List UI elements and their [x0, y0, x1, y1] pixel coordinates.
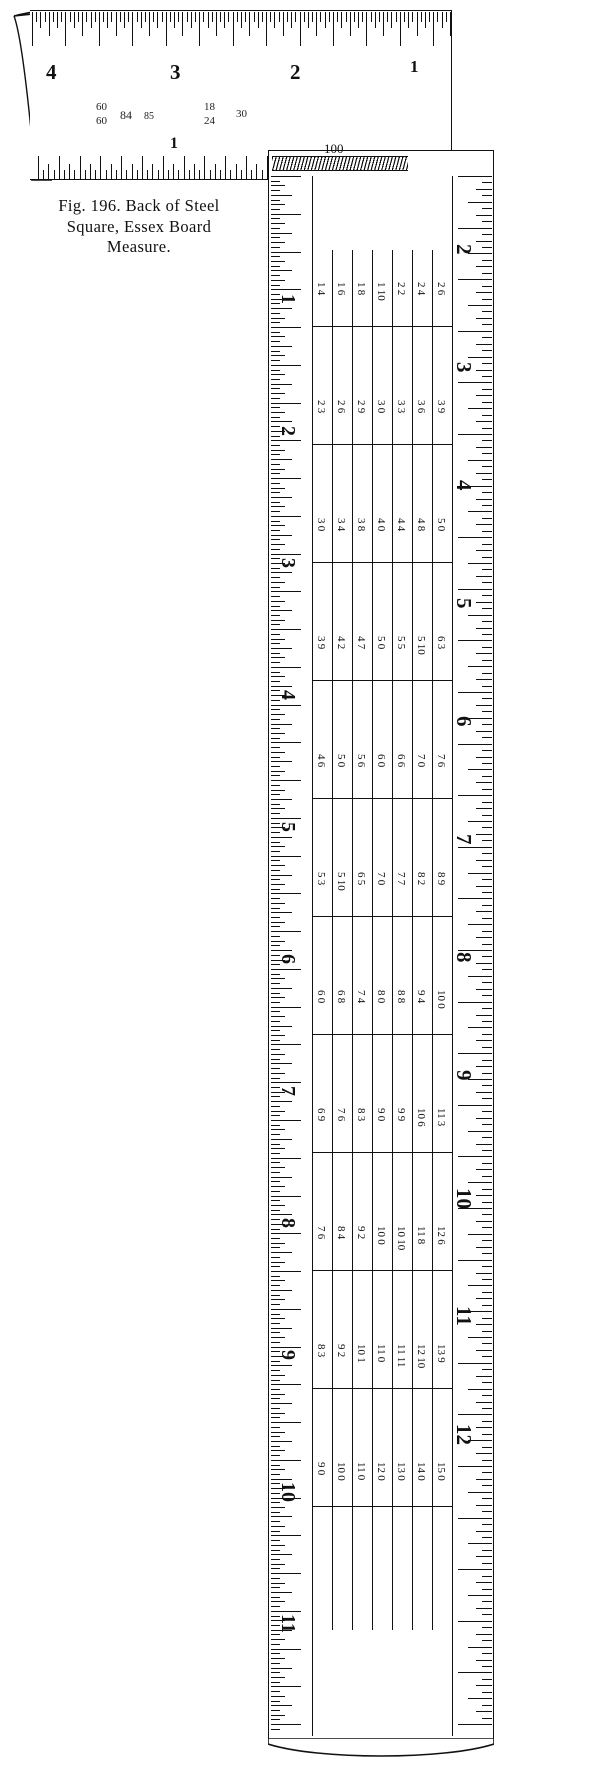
- graduation-tick: [64, 170, 65, 180]
- essex-value-cell: 12 6: [435, 1226, 447, 1245]
- essex-value-cell: 3 8: [355, 518, 367, 532]
- essex-value-cell: 15 0: [435, 1462, 447, 1481]
- blade-left-scale-number: 6: [277, 954, 299, 964]
- essex-value-cell: 2 6: [335, 400, 347, 414]
- essex-value-cell: 8 0: [375, 990, 387, 1004]
- essex-value-cell: 4 6: [315, 754, 327, 768]
- essex-value-cell: 12 10: [415, 1344, 427, 1369]
- graduation-tick: [178, 170, 179, 180]
- blade-left-scale-number: 10: [277, 1482, 299, 1502]
- graduation-tick: [74, 170, 75, 180]
- blade-right-scale-number: 12: [452, 1424, 476, 1445]
- graduation-tick: [59, 156, 60, 180]
- graduation-tick: [168, 170, 169, 180]
- essex-value-cell: 7 0: [375, 872, 387, 886]
- essex-value-cell: 11 0: [375, 1344, 387, 1363]
- blade-left-scale-number: 8: [277, 1218, 299, 1228]
- tongue-bm-60-bottom: 60: [96, 115, 107, 127]
- essex-value-cell: 11 3: [435, 1108, 447, 1127]
- essex-value-cell: 7 6: [315, 1226, 327, 1240]
- essex-value-cell: 6 9: [315, 1108, 327, 1122]
- graduation-tick: [158, 170, 159, 180]
- graduation-tick: [85, 170, 86, 180]
- blade-left-scale-number: 7: [277, 1086, 299, 1096]
- tongue-inch-1: 1: [410, 57, 419, 76]
- graduation-tick: [230, 170, 231, 180]
- essex-value-cell: 5 3: [315, 872, 327, 886]
- essex-value-cell: 7 0: [415, 754, 427, 768]
- essex-value-cell: 7 6: [435, 754, 447, 768]
- essex-value-cell: 2 6: [435, 282, 447, 296]
- tongue-bm-60-top: 60: [96, 101, 107, 113]
- graduation-tick: [199, 170, 200, 180]
- graduation-tick: [215, 164, 216, 180]
- essex-value-cell: 12 0: [375, 1462, 387, 1481]
- essex-value-cell: 4 2: [335, 636, 347, 650]
- essex-value-cell: 6 5: [355, 872, 367, 886]
- tongue-inch-2: 2: [290, 60, 301, 84]
- blade-left-scale-number: 4: [277, 690, 299, 700]
- essex-value-cell: 1 4: [315, 282, 327, 296]
- blade-left-scale-number: 9: [277, 1350, 299, 1360]
- graduation-tick: [152, 164, 153, 180]
- graduation-tick: [137, 170, 138, 180]
- graduation-tick: [116, 170, 117, 180]
- essex-value-cell: 8 3: [315, 1344, 327, 1358]
- graduation-tick: [225, 156, 226, 180]
- tongue-bm-84: 84: [120, 108, 132, 122]
- caption-line-3: Measure.: [106, 237, 172, 257]
- essex-value-cell: 2 3: [315, 400, 327, 414]
- essex-value-cell: 8 3: [355, 1108, 367, 1122]
- essex-value-cell: 5 0: [435, 518, 447, 532]
- blade-right-scale-number: 4: [452, 480, 476, 491]
- tongue-inch-3: 3: [170, 60, 181, 84]
- essex-value-cell: 1 10: [375, 282, 387, 301]
- graduation-tick: [111, 164, 112, 180]
- essex-value-cell: 1 6: [335, 282, 347, 296]
- tongue-bm-85: 85: [144, 111, 154, 122]
- essex-value-cell: 5 0: [375, 636, 387, 650]
- essex-value-cell: 4 7: [355, 636, 367, 650]
- essex-value-cell: 8 8: [395, 990, 407, 1004]
- essex-value-cell: 9 2: [335, 1344, 347, 1358]
- graduation-tick: [80, 156, 81, 180]
- graduation-tick: [106, 170, 107, 180]
- steel-square-blade: [268, 141, 494, 1760]
- essex-value-cell: 11 11: [395, 1344, 407, 1368]
- essex-value-cell: 13 0: [395, 1462, 407, 1481]
- blade-right-scale-numbers: [268, 150, 494, 1760]
- blade-left-scale-number: 5: [277, 822, 299, 832]
- blade-right-scale-number: 5: [452, 598, 476, 609]
- graduation-tick: [54, 170, 55, 180]
- essex-value-cell: 2 9: [355, 400, 367, 414]
- essex-value-cell: 9 0: [315, 1462, 327, 1476]
- graduation-tick: [48, 164, 49, 180]
- essex-value-cell: 3 6: [415, 400, 427, 414]
- blade-left-scale-number: 3: [277, 558, 299, 568]
- essex-value-cell: 3 9: [435, 400, 447, 414]
- blade-right-scale-number: 8: [452, 952, 476, 963]
- graduation-tick: [38, 156, 39, 180]
- graduation-tick: [204, 156, 205, 180]
- figure-caption: [14, 196, 264, 258]
- essex-value-cell: 3 9: [315, 636, 327, 650]
- tongue-bm-30: 30: [236, 108, 247, 120]
- essex-value-cell: 10 6: [415, 1108, 427, 1127]
- blade-right-scale-number: 11: [452, 1306, 476, 1326]
- graduation-tick: [189, 170, 190, 180]
- graduation-tick: [126, 170, 127, 180]
- essex-value-cell: 10 0: [435, 990, 447, 1009]
- essex-value-cell: 6 6: [395, 754, 407, 768]
- essex-value-cell: 3 4: [335, 518, 347, 532]
- essex-value-cell: 6 8: [335, 990, 347, 1004]
- graduation-tick: [132, 164, 133, 180]
- essex-value-cell: 10 0: [375, 1226, 387, 1245]
- essex-value-cell: 11 0: [355, 1462, 367, 1481]
- essex-value-cell: 5 0: [335, 754, 347, 768]
- blade-right-scale-number: 6: [452, 716, 476, 727]
- essex-value-cell: 6 0: [375, 754, 387, 768]
- graduation-tick: [142, 156, 143, 180]
- blade-hatch-label-100: 100: [324, 141, 344, 156]
- essex-value-cell: 8 2: [415, 872, 427, 886]
- essex-value-cell: 11 8: [415, 1226, 427, 1245]
- blade-left-scale-number: 2: [277, 426, 299, 436]
- essex-value-cell: 10 1: [355, 1344, 367, 1363]
- essex-value-cell: 4 8: [415, 518, 427, 532]
- graduation-tick: [43, 170, 44, 180]
- essex-value-cell: 9 9: [395, 1108, 407, 1122]
- graduation-tick: [95, 170, 96, 180]
- essex-value-cell: 8 4: [335, 1226, 347, 1240]
- tongue-bm-24: 24: [204, 115, 215, 127]
- graduation-tick: [220, 170, 221, 180]
- graduation-tick: [173, 164, 174, 180]
- blade-right-scale-number: 7: [452, 834, 476, 845]
- essex-value-cell: 6 3: [435, 636, 447, 650]
- essex-value-cell: 5 6: [355, 754, 367, 768]
- essex-value-cell: 7 6: [335, 1108, 347, 1122]
- graduation-tick: [100, 156, 101, 180]
- graduation-tick: [194, 164, 195, 180]
- essex-value-cell: 7 4: [355, 990, 367, 1004]
- essex-value-cell: 9 4: [415, 990, 427, 1004]
- essex-value-cell: 13 9: [435, 1344, 447, 1363]
- blade-left-scale-number: 11: [277, 1614, 299, 1633]
- graduation-tick: [163, 156, 164, 180]
- blade-right-scale-number: 2: [452, 244, 476, 255]
- essex-value-cell: 8 9: [435, 872, 447, 886]
- blade-right-scale-number: 10: [452, 1188, 476, 1209]
- essex-value-cell: 3 0: [315, 518, 327, 532]
- essex-value-cell: 14 0: [415, 1462, 427, 1481]
- graduation-tick: [184, 156, 185, 180]
- graduation-tick: [90, 164, 91, 180]
- graduation-tick: [251, 170, 252, 180]
- essex-value-cell: 3 0: [375, 400, 387, 414]
- graduation-tick: [241, 170, 242, 180]
- essex-value-cell: 1 8: [355, 282, 367, 296]
- graduation-tick: [246, 156, 247, 180]
- blade-left-scale-number: 1: [277, 294, 299, 304]
- graduation-tick: [69, 164, 70, 180]
- essex-value-cell: 4 4: [395, 518, 407, 532]
- essex-value-cell: 2 2: [395, 282, 407, 296]
- graduation-tick: [262, 170, 263, 180]
- graduation-tick: [147, 170, 148, 180]
- caption-line-2: Square, Essex Board: [66, 216, 212, 236]
- blade-right-scale-number: 3: [452, 362, 476, 373]
- essex-value-cell: 3 3: [395, 400, 407, 414]
- tongue-inch-4: 4: [46, 60, 57, 84]
- essex-value-cell: 7 7: [395, 872, 407, 886]
- essex-value-cell: 5 5: [395, 636, 407, 650]
- essex-value-cell: 2 4: [415, 282, 427, 296]
- essex-value-cell: 9 0: [375, 1108, 387, 1122]
- essex-value-cell: 5 10: [335, 872, 347, 891]
- essex-value-cell: 4 0: [375, 518, 387, 532]
- caption-line-1: Fig. 196. Back of Steel: [58, 196, 220, 215]
- essex-value-cell: 10 0: [335, 1462, 347, 1481]
- blade-right-scale-number: 9: [452, 1070, 476, 1081]
- essex-value-cell: 6 0: [315, 990, 327, 1004]
- graduation-tick: [256, 164, 257, 180]
- essex-value-cell: 5 10: [415, 636, 427, 655]
- tongue-lower-mark-1: 1: [170, 135, 178, 152]
- graduation-tick: [236, 164, 237, 180]
- essex-value-cell: 10 10: [395, 1226, 407, 1251]
- graduation-tick: [121, 156, 122, 180]
- tongue-bm-18: 18: [204, 101, 215, 113]
- graduation-tick: [210, 170, 211, 180]
- essex-value-cell: 9 2: [355, 1226, 367, 1240]
